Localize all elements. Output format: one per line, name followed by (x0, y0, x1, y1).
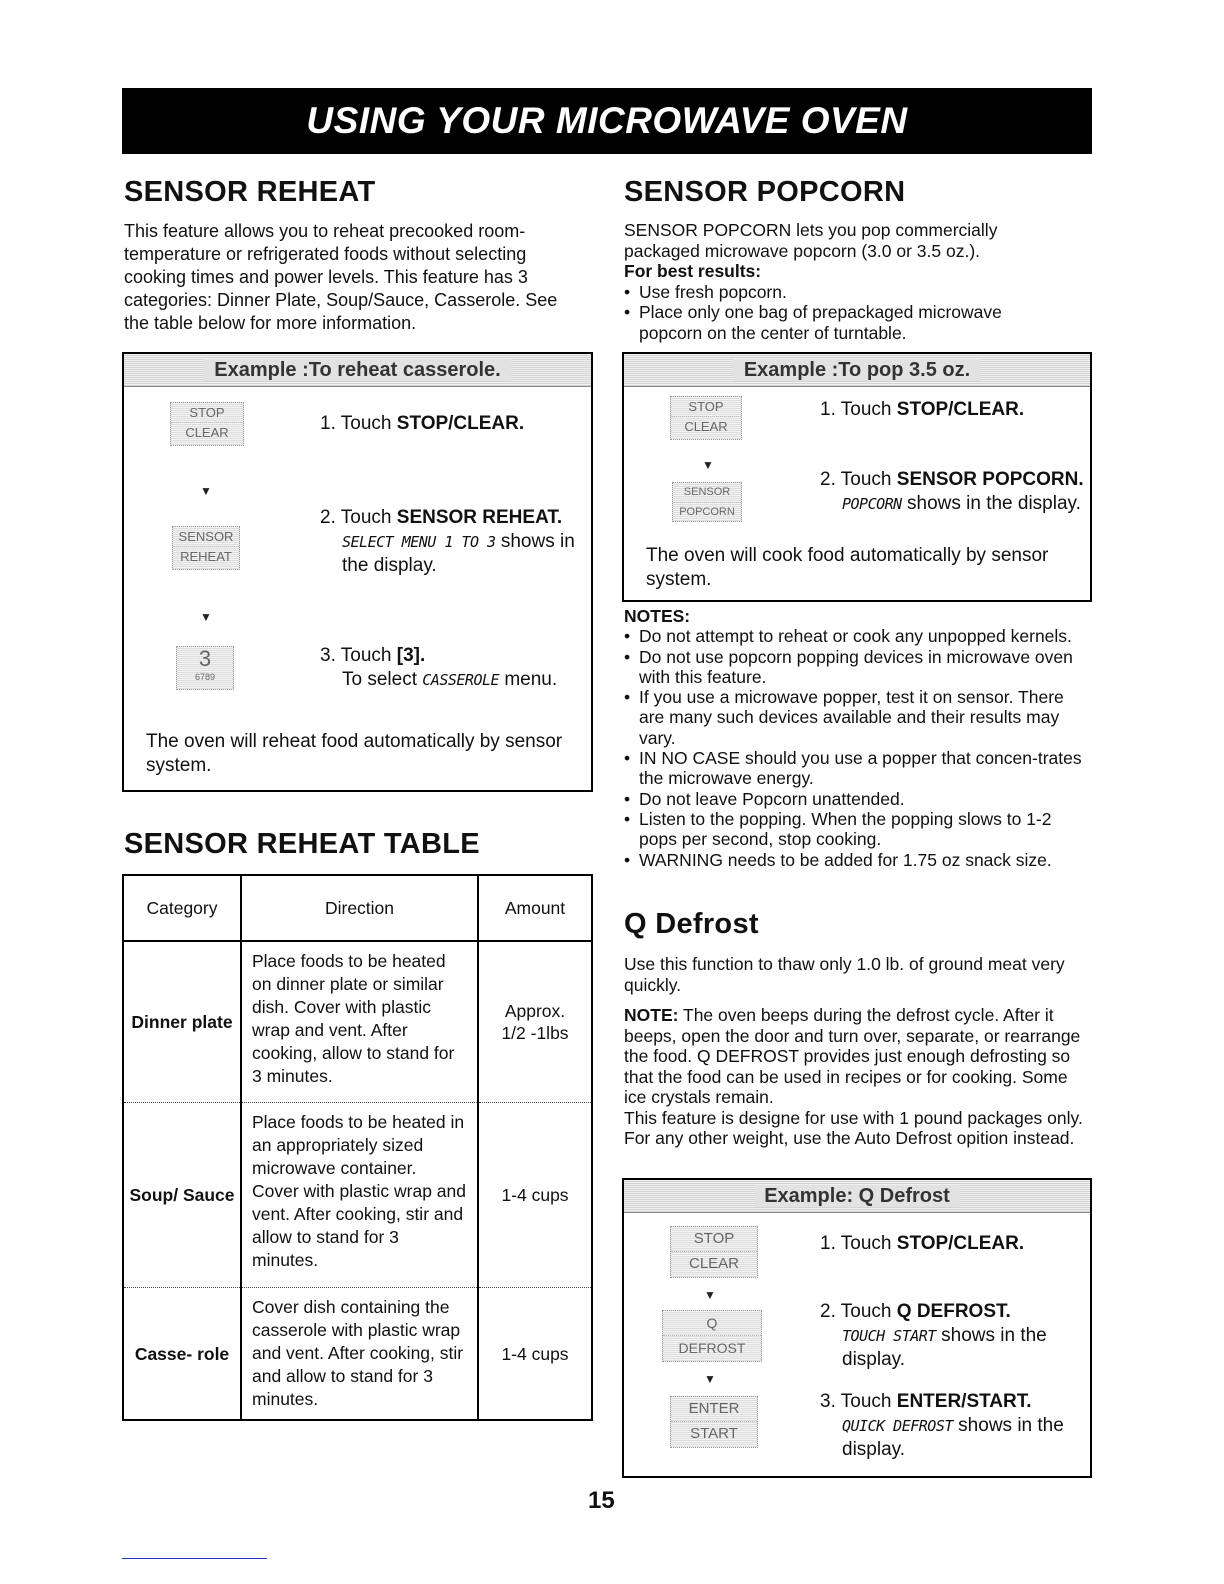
list-item: • IN NO CASE should you use a popper that concen-trates the microwave energy. (624, 748, 1086, 789)
q-defrost-step-3: 3. Touch ENTER/START. QUICK DEFROST shows in the display. (820, 1391, 1064, 1460)
reheat-step-2: 2. Touch SENSOR REHEAT. SELECT MENU 1 TO 3 shows in the display. (320, 507, 575, 576)
q-defrost-step-1: 1. Touch STOP/CLEAR. (820, 1233, 1025, 1254)
reheat-closing: The oven will reheat food automatically by sensor system. (146, 731, 563, 776)
reheat-example-title: Example :To reheat casserole. (124, 354, 591, 387)
down-arrow-icon: ▼ (704, 1288, 716, 1302)
sensor-popcorn-key: SENSOR POPCORN (672, 482, 742, 522)
reheat-step-3: 3. Touch [3]. To select CASSEROLE menu. (320, 645, 558, 690)
list-item: • If you use a microwave popper, test it on sensor. There are many such devices available and their results may vary. (624, 687, 1086, 748)
popcorn-closing: The oven will cook food automatically by sensor system. (646, 545, 1049, 590)
page-number: 15 (588, 1487, 615, 1514)
stop-clear-key: STOP CLEAR (170, 402, 244, 446)
q-defrost-example-title: Example: Q Defrost (624, 1180, 1090, 1213)
list-item: • Do not use popcorn popping devices in microwave oven with this feature. (624, 647, 1086, 688)
list-item: • Do not attempt to reheat or cook any unpopped kernels. (624, 626, 1086, 646)
q-defrost-text: Use this function to thaw only 1.0 lb. of ground meat very quickly. NOTE: The oven beeps during the defrost cycle. After it beeps, open the door and turn over, separate, or rearrange the food. Q DEFROST provides just enough defrosting so that the food can be used in recipes or for cooking. Some ice crystals remain. This feature is designe for use with 1 pound packages only. For any other weight, use the Auto Defrost opition instead. (624, 954, 1083, 1148)
down-arrow-icon: ▼ (704, 1372, 716, 1386)
reheat-table-heading: SENSOR REHEAT TABLE (124, 828, 480, 860)
q-defrost-heading: Q Defrost (624, 908, 759, 940)
table-header: Amount (478, 875, 592, 941)
stop-clear-key: STOP CLEAR (670, 1226, 758, 1278)
reheat-example-box (122, 352, 593, 792)
table-header: Direction (241, 875, 478, 941)
display-readout: QUICK DEFROST (842, 1417, 953, 1435)
sensor-reheat-key: SENSOR REHEAT (172, 526, 240, 570)
table-cell-direction: Place foods to be heated in an appropriately sized microwave container. Cover with plastic wrap and vent. After cooking, stir and allow to stand for 3 minutes. (241, 1103, 478, 1288)
down-arrow-icon: ▼ (200, 484, 212, 498)
q-defrost-example-box (622, 1178, 1092, 1478)
table-cell-category: Casse- role (123, 1288, 241, 1421)
down-arrow-icon: ▼ (702, 458, 714, 472)
down-arrow-icon: ▼ (200, 610, 212, 624)
table-cell-category: Dinner plate (123, 941, 241, 1103)
table-cell-amount: 1-4 cups (478, 1288, 592, 1421)
sensor-reheat-table (122, 874, 593, 1421)
footer-rule (122, 1558, 267, 1559)
list-item: • Do not leave Popcorn unattended. (624, 789, 1086, 809)
display-readout: SELECT MENU 1 TO 3 (342, 533, 496, 551)
popcorn-step-1: 1. Touch STOP/CLEAR. (820, 399, 1025, 420)
page-banner: USING YOUR MICROWAVE OVEN (122, 88, 1092, 154)
q-defrost-step-2: 2. Touch Q DEFROST. TOUCH START shows in the display. (820, 1301, 1047, 1370)
popcorn-notes: NOTES: • Do not attempt to reheat or cook any unpopped kernels. • Do not use popcorn popping devices in microwave oven with this feature. • If you use a microwave popper, test it on sensor. There are many such devices available and their results may vary. • IN NO CASE should you use a popper that concen-trates the microwave energy. • Do not leave Popcorn unattended. • Listen to the popping. When the popping slows to 1-2 pops per second, stop cooking. • WARNING needs to be added for 1.75 oz snack size. (624, 606, 1086, 870)
table-cell-direction: Cover dish containing the casserole with plastic wrap and vent. After cooking, stir and allow to stand for 3 minutes. (241, 1288, 478, 1421)
table-cell-amount: 1-4 cups (478, 1103, 592, 1288)
stop-clear-key: STOP CLEAR (670, 396, 742, 440)
reheat-step-1: 1. Touch STOP/CLEAR. (320, 413, 525, 434)
table-row (123, 941, 592, 1103)
popcorn-example-box (622, 352, 1092, 602)
display-readout: CASSEROLE (422, 671, 500, 689)
list-item: • Place only one bag of prepackaged microwave popcorn on the center of turntable. (624, 302, 1064, 343)
table-header: Category (123, 875, 241, 941)
sensor-reheat-heading: SENSOR REHEAT (124, 176, 376, 208)
sensor-popcorn-heading: SENSOR POPCORN (624, 176, 906, 208)
popcorn-example-title: Example :To pop 3.5 oz. (624, 354, 1090, 387)
number-3-key: 3 6789 (176, 646, 234, 690)
popcorn-step-2: 2. Touch SENSOR POPCORN. POPCORN shows in the display. (820, 469, 1084, 514)
table-row (123, 1288, 592, 1421)
display-readout: POPCORN (842, 495, 902, 513)
q-defrost-key: Q DEFROST (662, 1310, 762, 1362)
table-cell-amount: Approx. 1/2 -1lbs (478, 941, 592, 1103)
table-cell-category: Soup/ Sauce (123, 1103, 241, 1288)
sensor-reheat-intro: This feature allows you to reheat precooked room-temperature or refrigerated foods without selecting cooking times and power levels. This feature has 3 categories: Dinner Plate, Soup/Sauce, Casserole. See the table below for more information. (124, 221, 558, 333)
table-cell-direction: Place foods to be heated on dinner plate or similar dish. Cover with plastic wrap and vent. After cooking, allow to stand for 3 minutes. (241, 941, 478, 1103)
sensor-popcorn-intro: SENSOR POPCORN lets you pop commercially packaged microwave popcorn (3.0 or 3.5 oz.). For best results: • Use fresh popcorn. • Place only one bag of prepackaged microwave popcorn on the center of turntable. (624, 220, 1064, 343)
table-row (123, 1103, 592, 1288)
display-readout: TOUCH START (842, 1327, 936, 1345)
list-item: • Use fresh popcorn. (624, 282, 1064, 303)
enter-start-key: ENTER START (670, 1396, 758, 1448)
list-item: • WARNING needs to be added for 1.75 oz snack size. (624, 850, 1086, 870)
list-item: • Listen to the popping. When the popping slows to 1-2 pops per second, stop cooking. (624, 809, 1086, 850)
